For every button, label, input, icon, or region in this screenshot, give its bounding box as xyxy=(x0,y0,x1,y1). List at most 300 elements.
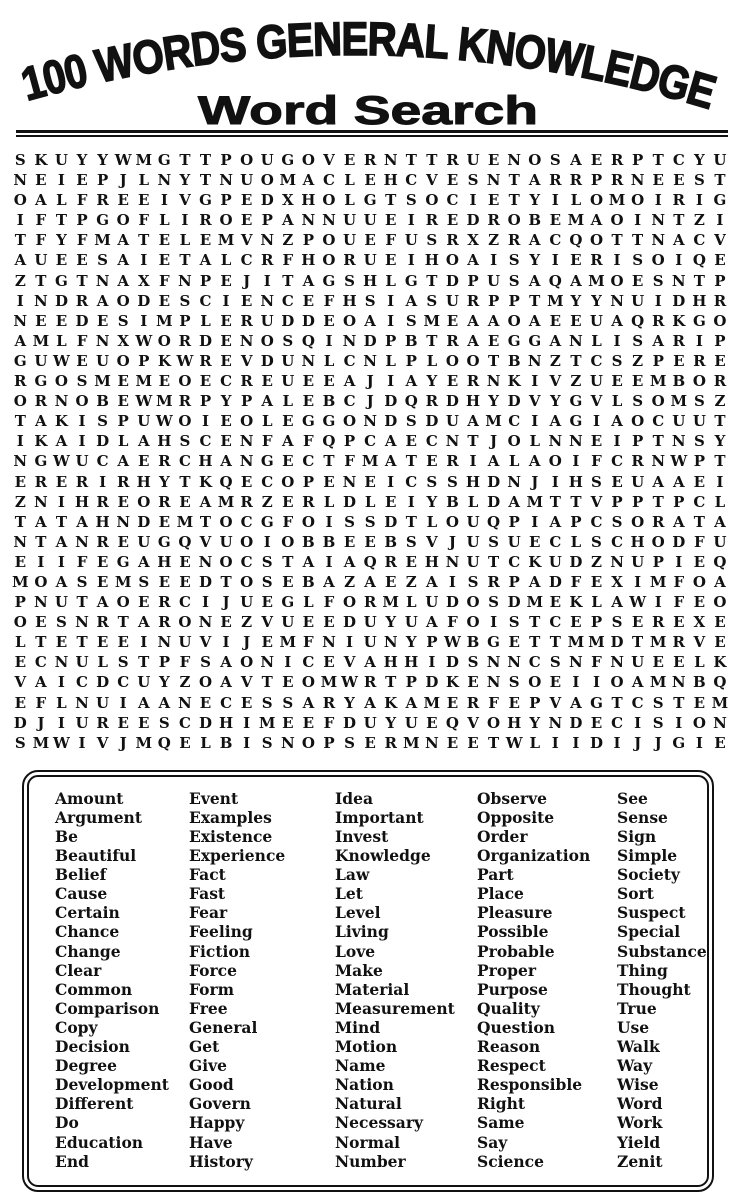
grid-letter: O xyxy=(466,613,480,632)
grid-letter: V xyxy=(14,673,27,692)
grid-letter: F xyxy=(76,552,88,571)
grid-letter: H xyxy=(363,271,378,290)
grid-letter: N xyxy=(260,291,275,310)
grid-letter: I xyxy=(16,211,24,230)
grid-letter: R xyxy=(199,351,212,370)
grid-letter: G xyxy=(157,151,171,169)
grid-letter: T xyxy=(529,613,541,632)
page-subtitle: Word Search xyxy=(198,89,538,130)
grid-letter: A xyxy=(117,251,129,270)
grid-letter: I xyxy=(469,191,477,210)
grid-letter: X xyxy=(281,191,294,210)
grid-letter: E xyxy=(714,613,726,632)
grid-letter: G xyxy=(692,311,706,330)
grid-letter: O xyxy=(445,512,459,531)
grid-letter: O xyxy=(631,191,645,210)
word-item: Give xyxy=(189,1056,227,1076)
grid-letter: T xyxy=(179,472,191,491)
grid-letter: I xyxy=(551,733,559,752)
grid-letter: M xyxy=(649,633,667,652)
grid-letter: S xyxy=(97,412,109,431)
grid-letter: H xyxy=(301,251,316,270)
grid-letter: E xyxy=(323,653,335,672)
word-item: Argument xyxy=(55,807,142,827)
grid-letter: A xyxy=(570,271,582,290)
grid-letter: N xyxy=(95,271,110,290)
word-item: Level xyxy=(335,903,381,923)
grid-letter: A xyxy=(302,693,315,712)
grid-letter: Y xyxy=(549,392,561,411)
grid-row xyxy=(10,652,730,672)
grid-letter: M xyxy=(32,331,50,350)
grid-letter: R xyxy=(178,331,192,350)
grid-letter: S xyxy=(97,251,109,270)
grid-letter: A xyxy=(528,572,541,591)
grid-letter: M xyxy=(588,271,605,290)
grid-letter: S xyxy=(158,713,170,732)
grid-letter: A xyxy=(405,693,418,712)
grid-letter: C xyxy=(672,151,685,169)
grid-letter: S xyxy=(14,151,26,169)
grid-letter: T xyxy=(282,271,294,290)
word-list-column xyxy=(335,789,477,1171)
grid-letter: W xyxy=(670,452,688,471)
word-item: Use xyxy=(617,1017,650,1037)
grid-letter: C xyxy=(528,653,541,672)
grid-letter: E xyxy=(405,552,417,571)
grid-letter: E xyxy=(282,412,294,431)
grid-letter: R xyxy=(446,452,459,471)
grid-letter: G xyxy=(528,331,542,350)
grid-letter: U xyxy=(713,532,727,551)
grid-letter: E xyxy=(590,432,603,451)
grid-letter: O xyxy=(589,231,604,250)
grid-letter: I xyxy=(613,432,621,451)
word-item: Substance xyxy=(617,941,707,961)
grid-letter: A xyxy=(570,693,582,712)
grid-row xyxy=(10,371,730,391)
grid-letter: I xyxy=(551,251,559,270)
grid-letter: O xyxy=(692,372,706,391)
grid-row xyxy=(10,632,730,652)
grid-letter: C xyxy=(34,653,47,672)
grid-letter: S xyxy=(405,532,417,551)
grid-letter: T xyxy=(488,351,500,370)
grid-letter: G xyxy=(322,412,336,431)
grid-letter: O xyxy=(116,593,130,612)
grid-letter: E xyxy=(199,231,212,250)
grid-letter: H xyxy=(692,291,707,310)
grid-letter: T xyxy=(529,633,541,652)
word-item: Living xyxy=(335,922,389,942)
grid-letter: U xyxy=(445,412,459,431)
grid-letter: E xyxy=(487,331,500,350)
grid-letter: E xyxy=(158,231,171,250)
grid-letter: L xyxy=(385,351,396,370)
grid-letter: U xyxy=(96,351,110,370)
grid-letter: N xyxy=(363,351,377,370)
grid-letter: N xyxy=(548,432,563,451)
grid-letter: R xyxy=(343,251,356,270)
grid-letter: J xyxy=(243,271,251,290)
grid-letter: T xyxy=(14,412,26,431)
grid-letter: E xyxy=(323,372,335,391)
grid-letter: N xyxy=(75,693,89,712)
grid-letter: E xyxy=(240,191,253,210)
grid-letter: I xyxy=(592,673,600,692)
grid-letter: N xyxy=(54,392,69,411)
grid-letter: Y xyxy=(694,151,705,169)
grid-letter: L xyxy=(426,512,438,531)
grid-letter: F xyxy=(179,653,191,672)
grid-letter: R xyxy=(158,613,171,632)
grid-letter: E xyxy=(14,653,26,672)
grid-letter: E xyxy=(673,171,685,190)
grid-letter: R xyxy=(590,251,603,270)
grid-letter: U xyxy=(137,412,151,431)
grid-letter: T xyxy=(323,452,335,471)
grid-letter: V xyxy=(343,653,356,672)
grid-letter: S xyxy=(693,171,705,190)
grid-letter: E xyxy=(405,432,417,451)
grid-letter: U xyxy=(425,593,439,612)
grid-letter: S xyxy=(549,653,561,672)
grid-letter: A xyxy=(302,552,315,571)
grid-letter: M xyxy=(217,492,235,511)
grid-letter: S xyxy=(344,733,355,752)
grid-letter: S xyxy=(693,392,705,411)
grid-letter: P xyxy=(261,211,273,230)
grid-letter: D xyxy=(589,733,603,752)
grid-letter: U xyxy=(281,613,295,632)
word-item: Probable xyxy=(477,941,555,961)
grid-letter: E xyxy=(55,633,68,652)
grid-letter: D xyxy=(384,412,398,431)
grid-letter: A xyxy=(590,211,603,230)
grid-letter: I xyxy=(531,512,539,531)
grid-letter: M xyxy=(94,231,111,250)
grid-letter: G xyxy=(363,191,377,210)
grid-letter: E xyxy=(611,372,623,391)
grid-letter: A xyxy=(76,512,88,531)
grid-letter: T xyxy=(426,331,438,350)
grid-letter: E xyxy=(96,572,109,591)
grid-letter: H xyxy=(157,432,172,451)
grid-letter: I xyxy=(222,633,230,652)
grid-letter: A xyxy=(302,171,315,190)
grid-letter: A xyxy=(220,673,232,692)
grid-letter: S xyxy=(405,191,417,210)
grid-letter: R xyxy=(96,492,109,511)
grid-letter: Z xyxy=(693,211,705,230)
word-item: Get xyxy=(189,1037,220,1057)
grid-letter: W xyxy=(341,673,358,692)
grid-letter: E xyxy=(343,151,356,169)
grid-letter: Z xyxy=(14,271,26,290)
grid-letter: N xyxy=(219,171,233,190)
grid-row xyxy=(10,331,730,351)
grid-letter: O xyxy=(631,412,645,431)
grid-row xyxy=(10,693,730,713)
grid-letter: C xyxy=(611,532,624,551)
grid-letter: T xyxy=(14,231,26,250)
grid-letter: D xyxy=(610,633,624,652)
word-item: Material xyxy=(335,979,410,999)
grid-letter: E xyxy=(446,311,459,330)
grid-letter: S xyxy=(611,512,623,531)
grid-letter: N xyxy=(651,211,666,230)
grid-letter: O xyxy=(240,653,254,672)
grid-letter: I xyxy=(654,191,662,210)
grid-letter: O xyxy=(322,191,336,210)
grid-letter: O xyxy=(487,713,501,732)
grid-letter: L xyxy=(714,492,726,511)
grid-letter: S xyxy=(426,231,438,250)
grid-letter: O xyxy=(466,593,480,612)
word-item: Thought xyxy=(617,979,691,999)
grid-letter: F xyxy=(261,432,273,451)
grid-letter: S xyxy=(364,291,376,310)
grid-letter: U xyxy=(445,291,459,310)
grid-letter: V xyxy=(590,392,603,411)
grid-letter: B xyxy=(96,392,109,411)
grid-letter: P xyxy=(405,673,417,692)
grid-letter: E xyxy=(384,572,397,591)
grid-letter: R xyxy=(96,613,109,632)
grid-letter: U xyxy=(631,552,645,571)
grid-letter: O xyxy=(13,191,27,210)
grid-letter: R xyxy=(446,331,459,350)
grid-letter: L xyxy=(344,171,355,190)
grid-letter: O xyxy=(34,572,48,591)
grid-letter: U xyxy=(404,713,418,732)
grid-letter: N xyxy=(157,633,172,652)
grid-letter: P xyxy=(631,151,644,169)
grid-letter: O xyxy=(713,311,727,330)
word-item: Change xyxy=(55,941,121,961)
word-list-column xyxy=(189,789,335,1171)
grid-letter: F xyxy=(35,211,47,230)
grid-letter: R xyxy=(610,171,624,190)
grid-letter: I xyxy=(57,492,65,511)
grid-letter: L xyxy=(591,593,602,612)
grid-letter: G xyxy=(322,271,336,290)
grid-letter: L xyxy=(467,492,479,511)
grid-letter: C xyxy=(178,593,191,612)
grid-letter: A xyxy=(117,271,129,290)
grid-letter: A xyxy=(487,311,500,330)
word-item: Knowledge xyxy=(335,846,431,866)
grid-letter: E xyxy=(529,532,541,551)
grid-letter: A xyxy=(467,311,479,330)
grid-letter: N xyxy=(569,331,583,350)
grid-letter: A xyxy=(611,311,623,330)
grid-row xyxy=(10,552,730,572)
grid-letter: A xyxy=(117,452,129,471)
grid-letter: T xyxy=(549,492,561,511)
grid-letter: E xyxy=(549,211,562,230)
grid-letter: O xyxy=(631,512,645,531)
grid-letter: U xyxy=(240,593,254,612)
grid-letter: N xyxy=(95,331,110,350)
grid-letter: E xyxy=(14,552,26,571)
grid-letter: A xyxy=(14,331,27,350)
grid-letter: Z xyxy=(405,572,417,591)
word-list xyxy=(55,788,707,1171)
word-item: Measurement xyxy=(335,998,455,1018)
word-item: Sort xyxy=(617,884,654,904)
grid-letter: C xyxy=(76,673,88,692)
grid-letter: E xyxy=(117,532,129,551)
grid-letter: E xyxy=(714,633,726,652)
word-item: Copy xyxy=(55,1017,98,1037)
grid-letter: L xyxy=(529,432,541,451)
word-item: Place xyxy=(477,884,524,904)
grid-letter: I xyxy=(140,633,148,652)
grid-letter: N xyxy=(486,673,501,692)
grid-letter: M xyxy=(217,231,235,250)
grid-letter: I xyxy=(325,512,333,531)
grid-letter: I xyxy=(222,291,230,310)
grid-letter: F xyxy=(570,572,582,591)
grid-letter: Z xyxy=(179,673,191,692)
grid-letter: N xyxy=(610,291,624,310)
word-item: Education xyxy=(55,1132,144,1152)
grid-letter: I xyxy=(613,331,621,350)
grid-letter: Q xyxy=(548,271,562,290)
grid-letter: Y xyxy=(426,492,438,511)
grid-letter: R xyxy=(713,372,727,391)
grid-letter: T xyxy=(199,512,212,531)
grid-letter: E xyxy=(590,572,603,591)
grid-letter: I xyxy=(99,472,107,491)
grid-letter: F xyxy=(282,512,294,531)
grid-letter: N xyxy=(301,351,316,370)
grid-letter: V xyxy=(467,713,479,732)
grid-letter: U xyxy=(178,633,192,652)
grid-letter: V xyxy=(549,372,562,391)
grid-letter: D xyxy=(137,512,151,531)
grid-letter: Q xyxy=(178,532,192,551)
grid-letter: Z xyxy=(714,392,726,411)
grid-letter: M xyxy=(423,693,441,712)
grid-letter: V xyxy=(323,151,335,169)
grid-letter: A xyxy=(528,231,541,250)
grid-letter: A xyxy=(549,512,562,531)
grid-letter: I xyxy=(613,733,621,752)
grid-letter: D xyxy=(137,291,151,310)
grid-letter: I xyxy=(325,331,333,350)
grid-letter: B xyxy=(507,351,521,370)
grid-letter: H xyxy=(218,713,234,732)
grid-letter: P xyxy=(117,412,129,431)
grid-letter: Q xyxy=(631,311,645,330)
grid-letter: P xyxy=(323,733,335,752)
grid-letter: L xyxy=(97,653,108,672)
grid-letter: E xyxy=(467,733,479,752)
grid-row xyxy=(10,190,730,210)
title-divider xyxy=(16,130,728,137)
grid-letter: S xyxy=(282,331,294,350)
grid-letter: A xyxy=(55,432,68,451)
grid-letter: G xyxy=(281,593,295,612)
grid-letter: Y xyxy=(385,713,397,732)
grid-letter: G xyxy=(96,211,109,230)
grid-letter: A xyxy=(611,593,623,612)
grid-letter: R xyxy=(651,613,665,632)
grid-letter: U xyxy=(631,291,645,310)
grid-letter: P xyxy=(631,492,644,511)
grid-letter: T xyxy=(261,673,273,692)
grid-letter: T xyxy=(55,211,68,230)
grid-letter: L xyxy=(200,733,211,752)
grid-letter: R xyxy=(363,151,377,169)
grid-letter: N xyxy=(239,432,254,451)
grid-letter: B xyxy=(446,492,459,511)
grid-letter: U xyxy=(260,311,274,330)
grid-letter: O xyxy=(651,251,665,270)
grid-letter: L xyxy=(261,412,273,431)
grid-row xyxy=(10,311,730,331)
grid-letter: M xyxy=(114,572,132,591)
grid-letter: R xyxy=(487,572,500,591)
grid-letter: E xyxy=(693,472,706,491)
word-item: Examples xyxy=(189,807,272,827)
grid-letter: L xyxy=(220,251,232,270)
grid-letter: B xyxy=(322,392,336,411)
grid-letter: A xyxy=(364,693,376,712)
grid-letter: B xyxy=(466,633,480,652)
grid-letter: L xyxy=(529,733,541,752)
grid-letter: N xyxy=(13,452,28,471)
grid-letter: O xyxy=(219,552,233,571)
grid-letter: E xyxy=(138,593,150,612)
grid-letter: N xyxy=(322,633,336,652)
grid-letter: C xyxy=(590,351,603,370)
grid-letter: R xyxy=(75,291,89,310)
grid-letter: D xyxy=(425,412,439,431)
grid-letter: N xyxy=(198,613,213,632)
grid-letter: G xyxy=(569,392,583,411)
grid-row xyxy=(10,250,730,270)
grid-letter: U xyxy=(363,713,377,732)
grid-letter: E xyxy=(220,311,232,330)
grid-letter: R xyxy=(240,311,253,330)
grid-letter: M xyxy=(156,311,173,330)
grid-letter: O xyxy=(157,331,171,350)
grid-letter: S xyxy=(693,432,705,451)
grid-letter: F xyxy=(323,593,335,612)
word-item: Common xyxy=(55,979,133,999)
word-item: Reason xyxy=(477,1037,541,1057)
word-item: Zenit xyxy=(617,1151,663,1171)
grid-letter: U xyxy=(631,653,645,672)
grid-letter: A xyxy=(35,512,47,531)
grid-letter: M xyxy=(94,372,111,391)
grid-letter: R xyxy=(384,733,397,752)
grid-letter: E xyxy=(302,291,315,310)
grid-letter: C xyxy=(364,432,377,451)
grid-letter: F xyxy=(76,331,88,350)
grid-letter: E xyxy=(35,613,47,632)
grid-letter: A xyxy=(549,331,562,350)
grid-letter: Q xyxy=(322,432,336,451)
grid-letter: R xyxy=(487,211,500,230)
word-item: Sign xyxy=(617,827,657,846)
grid-letter: K xyxy=(34,432,48,451)
grid-letter: A xyxy=(549,412,562,431)
grid-letter: Y xyxy=(220,392,232,411)
